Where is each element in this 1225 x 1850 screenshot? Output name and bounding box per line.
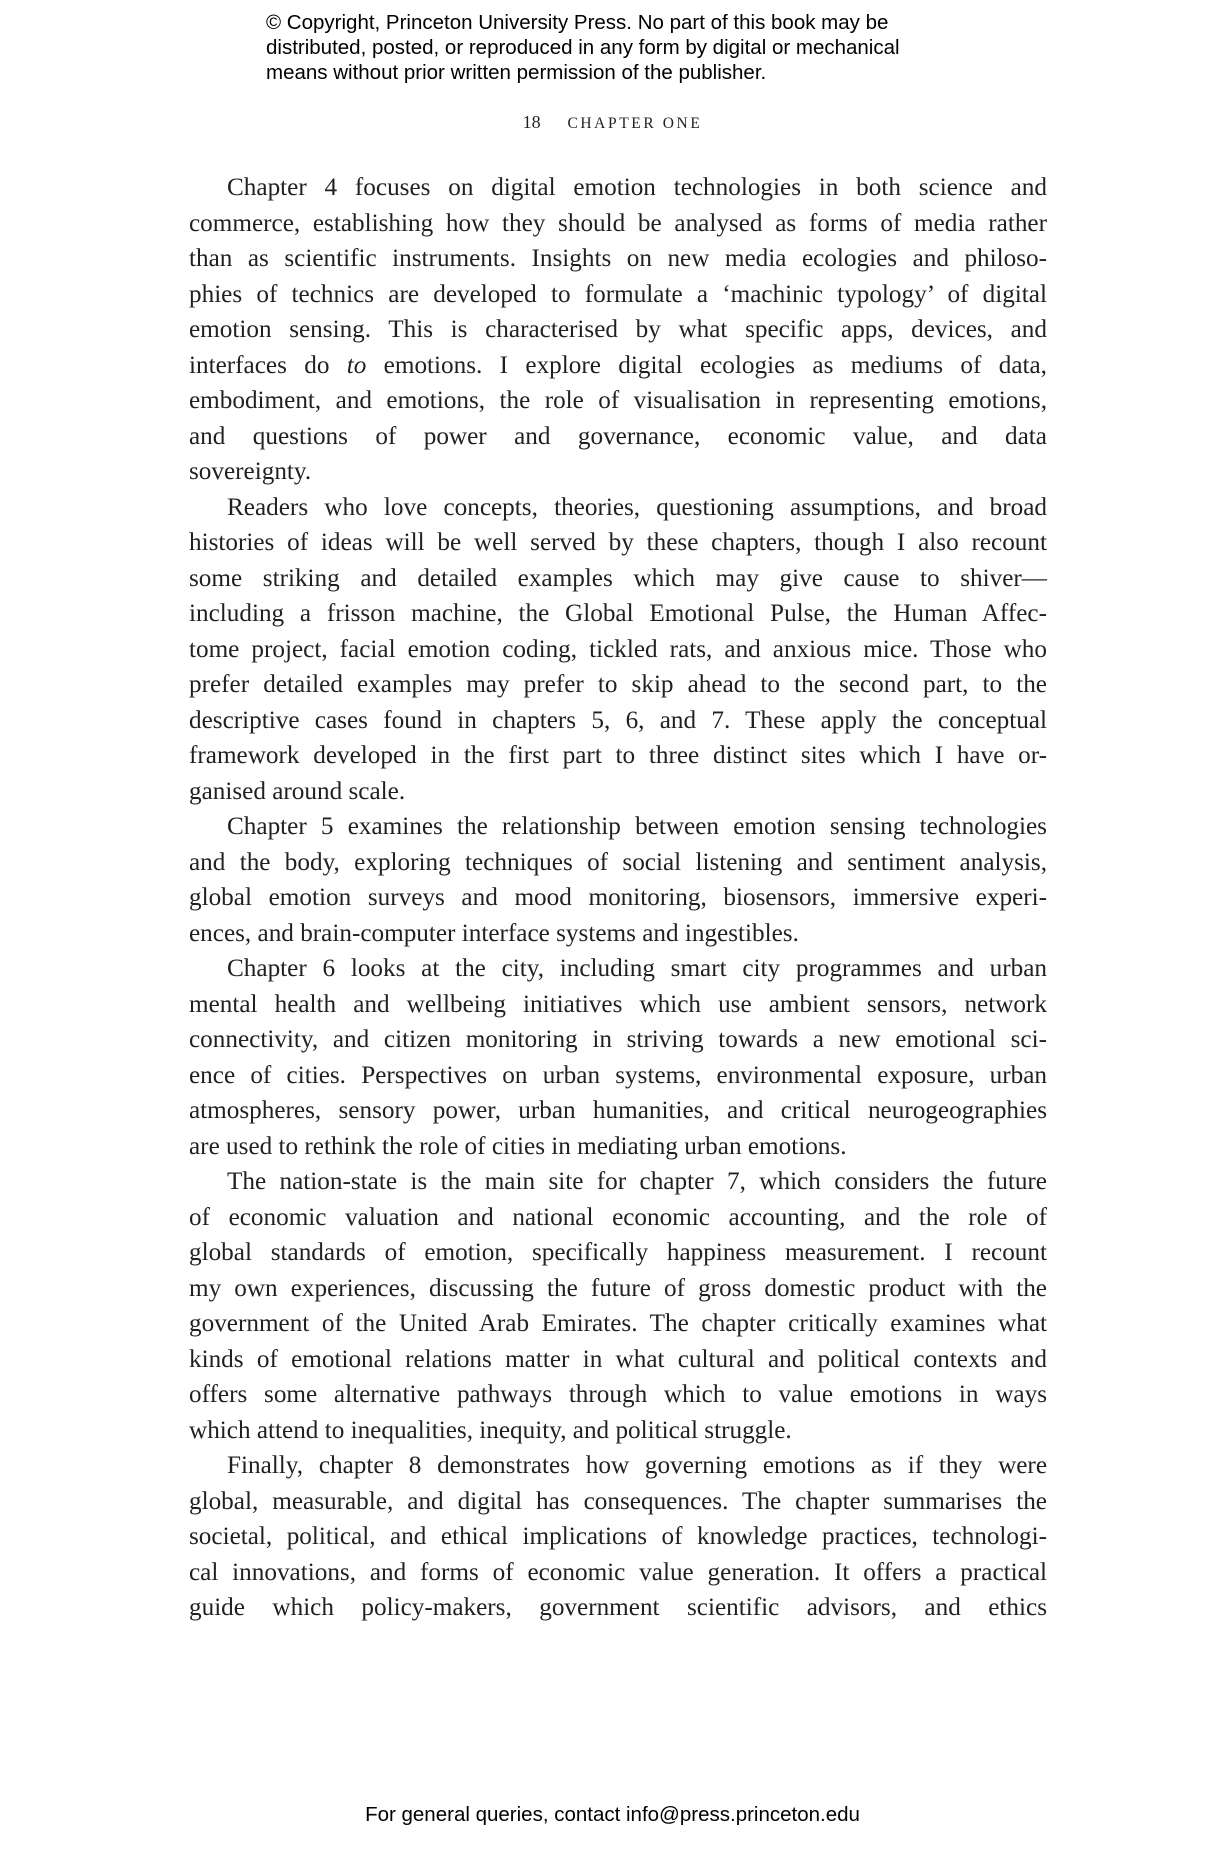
text-line: atmospheres, sensory power, urban humanities, and critical neurogeographies (189, 1097, 1047, 1124)
text-line: my own experiences, discussing the future of gross domestic product with the (189, 1274, 1047, 1302)
text-line: which attend to inequalities, inequity, and political struggle. (189, 1416, 792, 1444)
text-line: than as scientific instruments. Insights on new media ecologies and philoso- (189, 245, 1047, 272)
text-line: global, measurable, and digital has consequences. The chapter summarises the (189, 1487, 1047, 1515)
text-line: societal, political, and ethical implications of knowledge practices, technologi- (189, 1523, 1047, 1550)
text-line: offers some alternative pathways through which to value emotions in ways (189, 1381, 1047, 1408)
copyright-line: means without prior written permission of the publisher. (266, 61, 767, 84)
text-segment: emotions. I explore digital ecologies as mediums of data, (366, 351, 1047, 379)
text-line: Readers who love concepts, theories, questioning assumptions, and broad (227, 493, 1047, 521)
text-line: embodiment, and emotions, the role of visualisation in representing emotions, (189, 387, 1047, 414)
text-line: cal innovations, and forms of economic value generation. It offers a practical (189, 1558, 1047, 1586)
text-segment: interfaces do (189, 351, 347, 379)
page-number: 18 (522, 112, 541, 132)
text-line: are used to rethink the role of cities in mediating urban emotions. (189, 1132, 847, 1160)
text-line: kinds of emotional relations matter in what cultural and political contexts and (189, 1345, 1047, 1373)
text-line: mental health and wellbeing initiatives which use ambient sensors, network (189, 990, 1047, 1018)
text-line: framework developed in the first part to three distinct sites which I have or- (189, 742, 1047, 769)
copyright-notice (266, 10, 1026, 85)
text-line: The nation-state is the main site for chapter 7, which considers the future (227, 1168, 1047, 1195)
text-line: connectivity, and citizen monitoring in striving towards a new emotional sci- (189, 1026, 1047, 1053)
text-line: Finally, chapter 8 demonstrates how governing emotions as if they were (227, 1452, 1047, 1479)
paragraph (189, 490, 1047, 810)
chapter-title: CHAPTER ONE (567, 115, 703, 132)
text-line: commerce, establishing how they should be analysed as forms of media rather (189, 209, 1047, 237)
text-line: phies of technics are developed to formulate a ‘machinic typology’ of digital (189, 280, 1047, 308)
text-line: including a frisson machine, the Global Emotional Pulse, the Human Affec- (189, 600, 1047, 627)
body-text (189, 170, 1047, 1626)
italic-emphasis: to (346, 351, 367, 379)
text-line: ence of cities. Perspectives on urban systems, environmental exposure, urban (189, 1061, 1047, 1089)
text-line: descriptive cases found in chapters 5, 6, and 7. These apply the conceptual (189, 706, 1047, 734)
text-line: emotion sensing. This is characterised by what specific apps, devices, and (189, 316, 1047, 343)
running-head (0, 112, 1225, 133)
copyright-line: distributed, posted, or reproduced in any form by digital or mechanical (266, 36, 900, 59)
text-line: and questions of power and governance, economic value, and data (189, 422, 1047, 450)
text-line: ences, and brain-computer interface systems and ingestibles. (189, 919, 799, 947)
paragraph (189, 170, 1047, 490)
text-line: histories of ideas will be well served by these chapters, though I also recount (189, 529, 1047, 556)
copyright-line: © Copyright, Princeton University Press. No part of this book may be (266, 11, 889, 34)
text-line: guide which policy-makers, government scientific advisors, and ethics (189, 1594, 1047, 1621)
text-line: global standards of emotion, specifically happiness measurement. I recount (189, 1239, 1047, 1266)
paragraph (189, 1164, 1047, 1448)
text-line (189, 348, 1047, 384)
text-line: Chapter 4 focuses on digital emotion technologies in both science and (227, 174, 1047, 201)
paragraph (189, 1448, 1047, 1626)
text-line: global emotion surveys and mood monitoring, biosensors, immersive experi- (189, 884, 1047, 911)
text-line: of economic valuation and national economic accounting, and the role of (189, 1203, 1047, 1231)
text-line: tome project, facial emotion coding, tickled rats, and anxious mice. Those who (189, 635, 1047, 663)
text-line: prefer detailed examples may prefer to skip ahead to the second part, to the (189, 671, 1047, 698)
footer-contact: For general queries, contact info@press.princeton.edu (365, 1803, 860, 1826)
paragraph (189, 951, 1047, 1164)
text-line: Chapter 6 looks at the city, including smart city programmes and urban (227, 955, 1047, 982)
text-line: sovereignty. (189, 458, 312, 485)
text-line: some striking and detailed examples which may give cause to shiver— (189, 564, 1047, 592)
text-line: government of the United Arab Emirates. The chapter critically examines what (189, 1310, 1047, 1337)
text-line: Chapter 5 examines the relationship between emotion sensing technologies (227, 813, 1047, 840)
text-line: ganised around scale. (189, 777, 406, 805)
text-line: and the body, exploring techniques of social listening and sentiment analysis, (189, 848, 1047, 876)
paragraph (189, 809, 1047, 951)
